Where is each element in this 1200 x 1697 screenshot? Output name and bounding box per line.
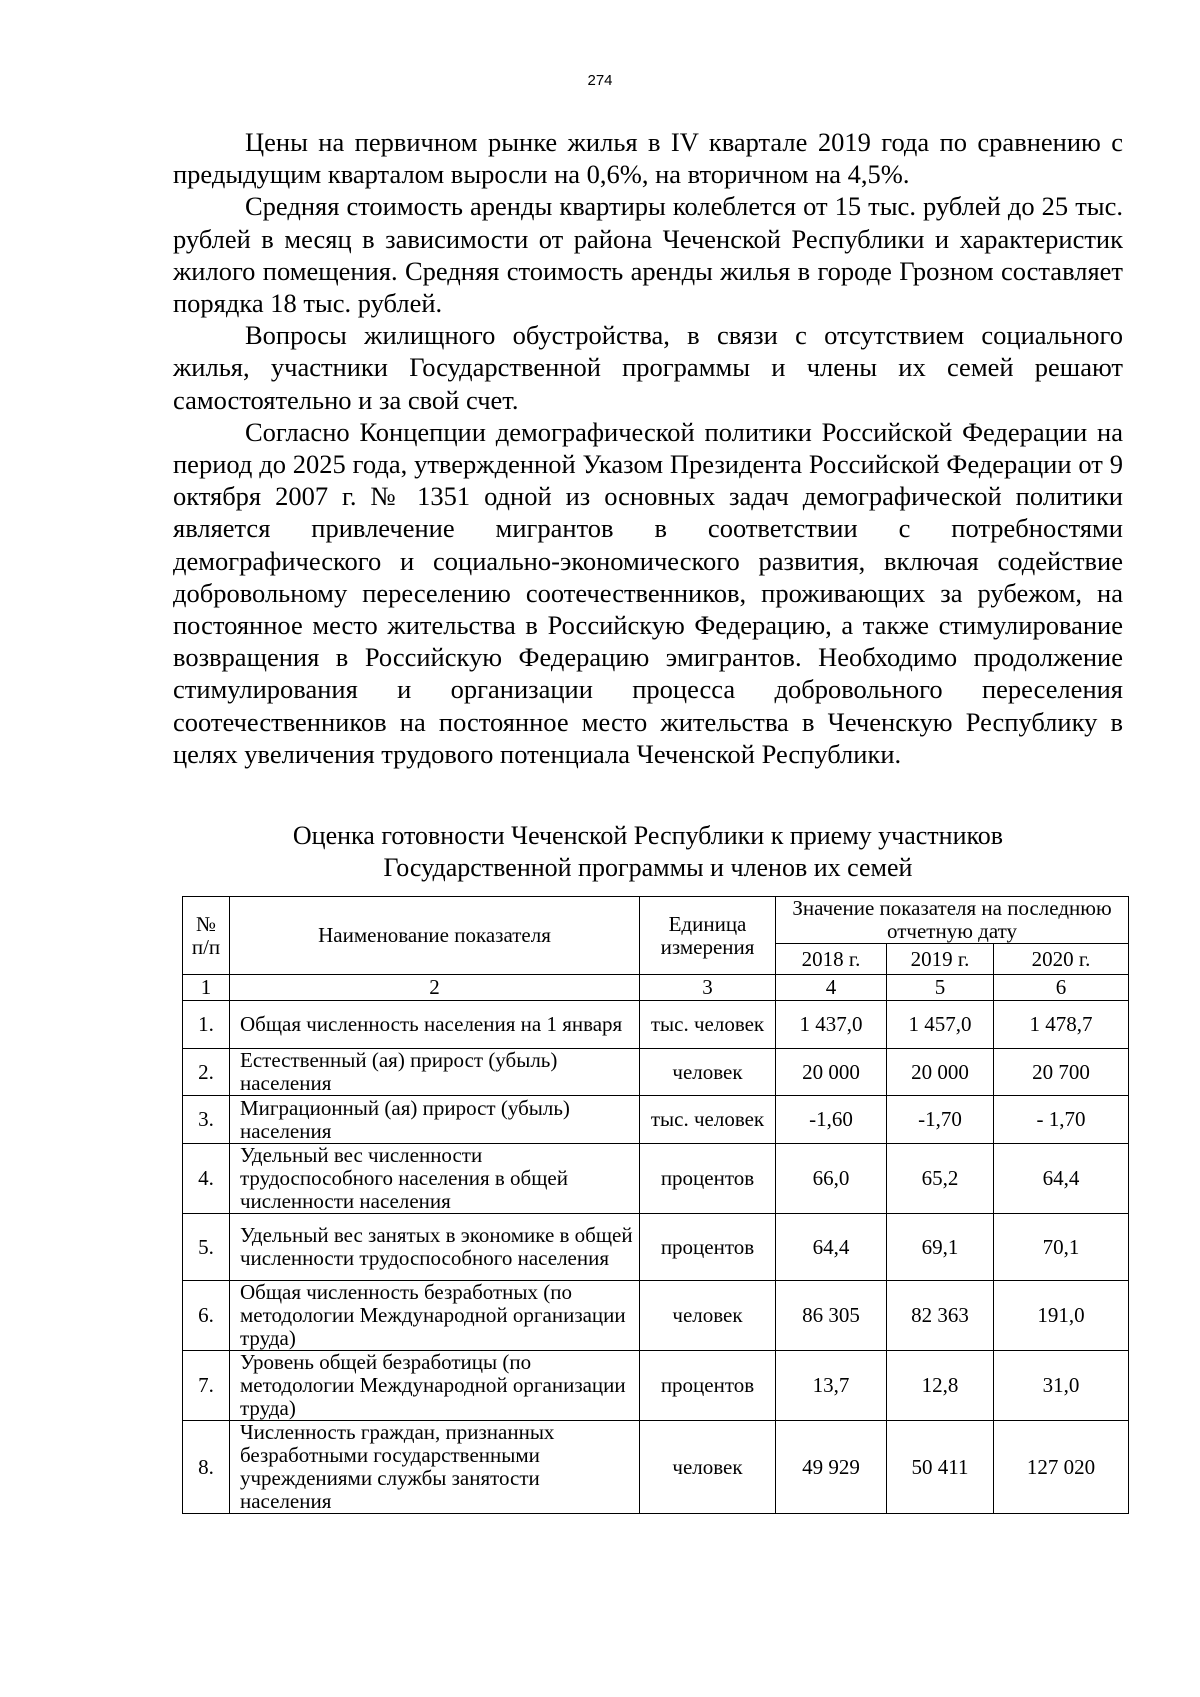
row-number-cell: 7.	[183, 1351, 230, 1421]
indicator-name-cell: Общая численность населения на 1 января	[230, 1001, 640, 1049]
row-number-cell: 2.	[183, 1049, 230, 1096]
column-number: 6	[994, 975, 1129, 1001]
value-2019-cell: 65,2	[887, 1144, 994, 1214]
paragraph-housing: Вопросы жилищного обустройства, в связи с отсутствием социального жилья, участники Государственной программы и члены их семей решают самостоятельно и за свой счет.	[173, 320, 1123, 415]
table-row	[183, 1049, 1129, 1096]
row-number-cell: 8.	[183, 1421, 230, 1514]
header-year-2019: 2019 г.	[887, 944, 994, 975]
indicator-name-cell: Естественный (ая) прирост (убыль) населения	[230, 1049, 640, 1096]
table-caption-line-2: Государственной программы и членов их семей	[383, 853, 913, 882]
column-number: 5	[887, 975, 994, 1001]
table-row	[183, 1001, 1129, 1049]
page-number: 274	[587, 72, 613, 89]
value-2020-cell: 64,4	[994, 1144, 1129, 1214]
header-num: № п/п	[183, 897, 230, 975]
value-2020-cell: 70,1	[994, 1214, 1129, 1281]
indicators-table	[182, 896, 1129, 1514]
value-2018-cell: 13,7	[776, 1351, 887, 1421]
value-2019-cell: 69,1	[887, 1214, 994, 1281]
row-number-cell: 1.	[183, 1001, 230, 1049]
table-row	[183, 1281, 1129, 1351]
column-number: 3	[640, 975, 776, 1001]
body-text	[173, 126, 1123, 770]
value-2018-cell: 49 929	[776, 1421, 887, 1514]
column-number: 4	[776, 975, 887, 1001]
table-row	[183, 1421, 1129, 1514]
value-2018-cell: 64,4	[776, 1214, 887, 1281]
value-2020-cell: 31,0	[994, 1351, 1129, 1421]
table-header	[183, 897, 1129, 975]
value-2019-cell: 20 000	[887, 1049, 994, 1096]
header-value-group: Значение показателя на последнюю отчетную дату	[776, 897, 1129, 944]
row-number-cell: 5.	[183, 1214, 230, 1281]
unit-cell: процентов	[640, 1351, 776, 1421]
header-year-2018: 2018 г.	[776, 944, 887, 975]
header-name: Наименование показателя	[230, 897, 640, 975]
table-row	[183, 1144, 1129, 1214]
indicator-name-cell: Миграционный (ая) прирост (убыль) населения	[230, 1096, 640, 1144]
value-2019-cell: 1 457,0	[887, 1001, 994, 1049]
value-2018-cell: 1 437,0	[776, 1001, 887, 1049]
paragraph-concept: Согласно Концепции демографической политики Российской Федерации на период до 2025 года, утвержденной Указом Президента Российской Федерации от 9 октября 2007 г. № 1351 одной из основных задач демографической политики является привлечение мигрантов в соответствии с потребностями демографического и социально-экономического развития, включая содействие добровольному переселению соотечественников, проживающих за рубежом, на постоянное место жительства в Российскую Федерацию, а также стимулирование возвращения в Российскую Федерацию эмигрантов. Необходимо продолжение стимулирования и организации процесса добровольного переселения соотечественников на постоянное место жительства в Чеченскую Республику в целях увеличения трудового потенциала Чеченской Республики.	[173, 416, 1123, 769]
table-caption	[173, 820, 1123, 884]
table-body	[183, 975, 1129, 1514]
value-2020-cell: 191,0	[994, 1281, 1129, 1351]
value-2019-cell: -1,70	[887, 1096, 994, 1144]
row-number-cell: 6.	[183, 1281, 230, 1351]
paragraph-prices: Цены на первичном рынке жилья в IV квартале 2019 года по сравнению с предыдущим кварталом выросли на 0,6%, на вторичном на 4,5%.	[173, 127, 1123, 190]
value-2019-cell: 82 363	[887, 1281, 994, 1351]
table-row	[183, 1096, 1129, 1144]
indicator-name-cell: Удельный вес численности трудоспособного населения в общей численности населения	[230, 1144, 640, 1214]
indicator-name-cell: Численность граждан, признанных безработными государственными учреждениями службы занятости населения	[230, 1421, 640, 1514]
unit-cell: тыс. человек	[640, 1001, 776, 1049]
paragraph-rent: Средняя стоимость аренды квартиры колеблется от 15 тыс. рублей до 25 тыс. рублей в месяц в зависимости от района Чеченской Республики и характеристик жилого помещения. Средняя стоимость аренды жилья в городе Грозном составляет порядка 18 тыс. рублей.	[173, 191, 1123, 319]
value-2020-cell: - 1,70	[994, 1096, 1129, 1144]
value-2019-cell: 50 411	[887, 1421, 994, 1514]
row-number-cell: 3.	[183, 1096, 230, 1144]
value-2018-cell: 86 305	[776, 1281, 887, 1351]
indicator-name-cell: Общая численность безработных (по методологии Международной организации труда)	[230, 1281, 640, 1351]
value-2018-cell: 20 000	[776, 1049, 887, 1096]
table-caption-line-1: Оценка готовности Чеченской Республики к приему участников	[292, 821, 1004, 850]
table-row	[183, 1351, 1129, 1421]
indicator-name-cell: Уровень общей безработицы (по методологии Международной организации труда)	[230, 1351, 640, 1421]
value-2020-cell: 20 700	[994, 1049, 1129, 1096]
table-row	[183, 1214, 1129, 1281]
value-2020-cell: 1 478,7	[994, 1001, 1129, 1049]
value-2020-cell: 127 020	[994, 1421, 1129, 1514]
unit-cell: человек	[640, 1281, 776, 1351]
value-2019-cell: 12,8	[887, 1351, 994, 1421]
unit-cell: процентов	[640, 1144, 776, 1214]
unit-cell: тыс. человек	[640, 1096, 776, 1144]
column-number: 2	[230, 975, 640, 1001]
row-number-cell: 4.	[183, 1144, 230, 1214]
indicator-name-cell: Удельный вес занятых в экономике в общей численности трудоспособного населения	[230, 1214, 640, 1281]
header-unit: Единица измерения	[640, 897, 776, 975]
value-2018-cell: 66,0	[776, 1144, 887, 1214]
unit-cell: человек	[640, 1421, 776, 1514]
unit-cell: человек	[640, 1049, 776, 1096]
unit-cell: процентов	[640, 1214, 776, 1281]
value-2018-cell: -1,60	[776, 1096, 887, 1144]
column-number: 1	[183, 975, 230, 1001]
header-year-2020: 2020 г.	[994, 944, 1129, 975]
column-number-row	[183, 975, 1129, 1001]
